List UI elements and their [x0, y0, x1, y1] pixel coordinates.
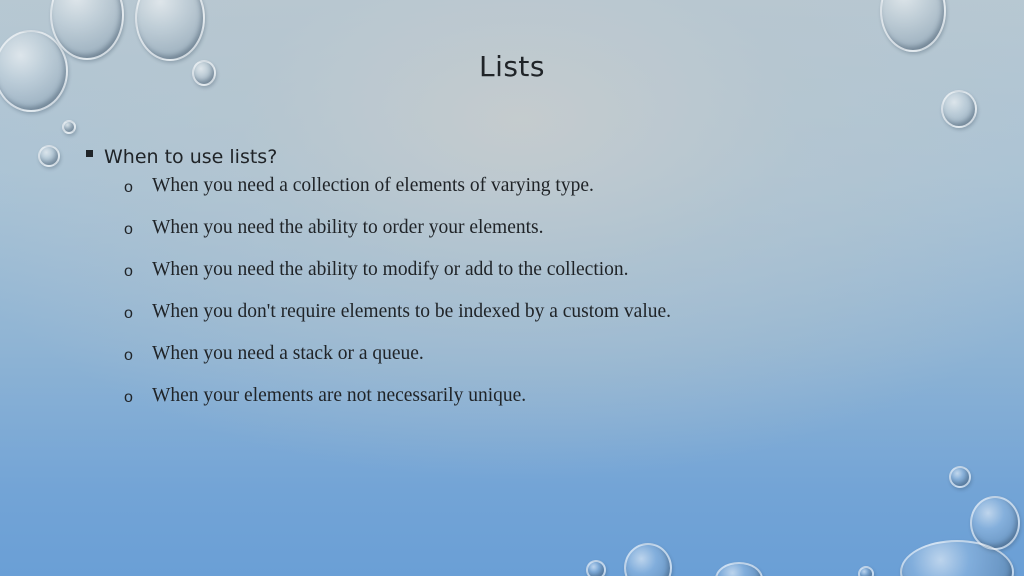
bullet-item	[84, 143, 944, 171]
water-droplet-icon	[880, 0, 946, 52]
list-item	[84, 255, 944, 297]
slide-content	[84, 143, 944, 423]
list-item-text: When you need the ability to modify or add to the collection.	[152, 259, 629, 280]
slide-title: Lists	[478, 50, 546, 83]
list-item-text: When you need a collection of elements of varying type.	[152, 175, 594, 196]
list-item	[84, 213, 944, 255]
list-item-text: When you need the ability to order your elements.	[152, 217, 544, 238]
bullet-text: When to use lists?	[104, 146, 278, 168]
circle-bullet-icon: o	[124, 263, 133, 280]
circle-bullet-icon: o	[124, 221, 133, 238]
water-droplet-icon	[624, 543, 672, 576]
list-item	[84, 339, 944, 381]
water-droplet-icon	[586, 560, 606, 576]
sub-bullet-list	[84, 171, 944, 423]
water-droplet-icon	[949, 466, 971, 488]
circle-bullet-icon: o	[124, 179, 133, 196]
water-droplet-icon	[715, 562, 763, 576]
list-item	[84, 171, 944, 213]
water-droplet-icon	[38, 145, 60, 167]
list-item	[84, 381, 944, 423]
water-droplet-icon	[941, 90, 977, 128]
square-bullet-icon	[86, 150, 93, 157]
water-droplet-icon	[62, 120, 76, 134]
circle-bullet-icon: o	[124, 347, 133, 364]
circle-bullet-icon: o	[124, 305, 133, 322]
list-item	[84, 297, 944, 339]
circle-bullet-icon: o	[124, 389, 133, 406]
list-item-text: When you don't require elements to be indexed by a custom value.	[152, 301, 672, 322]
list-item-text: When you need a stack or a queue.	[152, 343, 424, 364]
water-droplet-icon	[858, 566, 874, 576]
list-item-text: When your elements are not necessarily unique.	[152, 385, 527, 406]
